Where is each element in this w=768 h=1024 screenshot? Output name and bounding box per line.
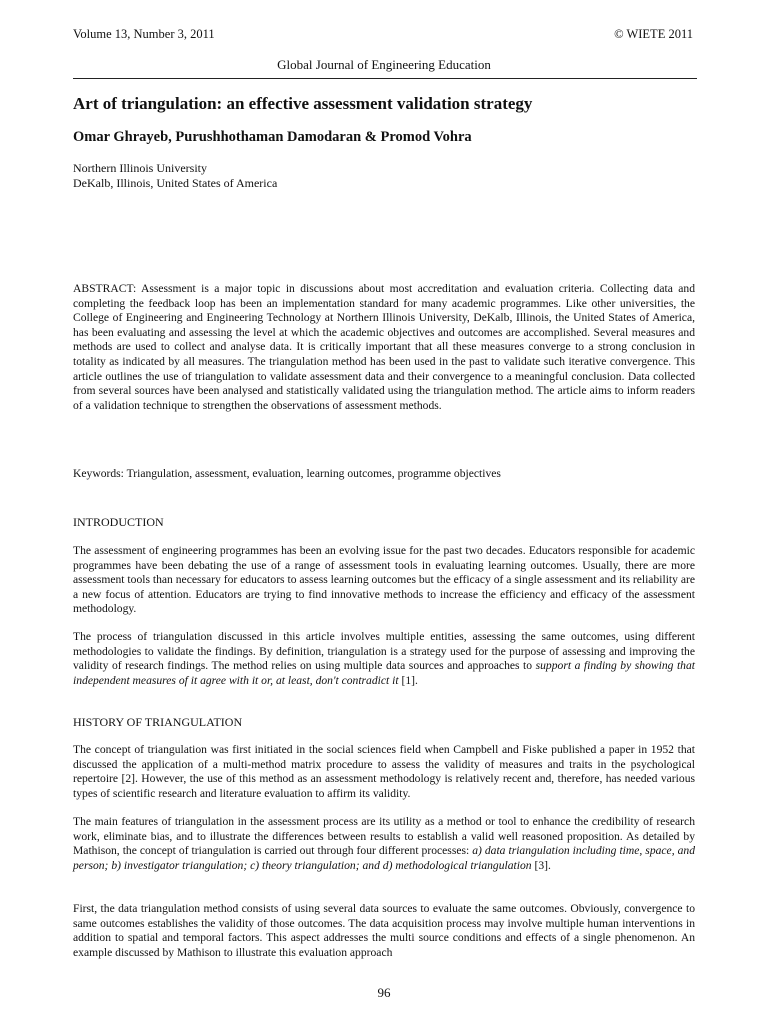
history-paragraph-2-list: a) data triangulation including time, space, and person; b) investigator triangulation; c) theory triangulation; and d) methodological triangulation	[73, 844, 695, 872]
section-heading-introduction: INTRODUCTION	[73, 515, 164, 529]
page-number: 96	[377, 985, 391, 1000]
volume-info: Volume 13, Number 3, 2011	[73, 27, 215, 41]
copyright-notice: © WIETE 2011	[614, 27, 693, 41]
keywords-line: Keywords: Triangulation, assessment, evaluation, learning outcomes, programme objectives	[73, 467, 501, 480]
history-paragraph-3: First, the data triangulation method consists of using several data sources to evaluate the same outcomes. Obviously, convergence to same outcomes establishes the validity of those outcomes. The data acquisition process may involve multiple human interventions in addition to spatial and temporal factors. This aspect addresses the multi source conditions and effects of a single phenomenon. An example discussed by Mathison to illustrate this evaluation approach	[73, 902, 695, 959]
intro-paragraph-2-quote: support a finding by showing that independent measures of it agree with it or, at least, don't contradict it	[73, 659, 695, 687]
affiliation-location: DeKalb, Illinois, United States of America	[73, 176, 278, 190]
article-authors: Omar Ghrayeb, Purushhothaman Damodaran & Promod Vohra	[73, 129, 472, 145]
history-paragraph-1: The concept of triangulation was first initiated in the social sciences field when Campbell and Fiske published a paper in 1952 that discussed the application of a multi-method matrix procedure to assess the validity of measures and traits in the psychological repertoire [2]. However, the use of this method as an assessment methodology is relatively recent and, therefore, has needed various types of scientific research and literature evaluation to affirm its validity.	[73, 743, 695, 800]
abstract-paragraph: ABSTRACT: Assessment is a major topic in discussions about most accreditation and evaluation criteria. Collecting data and completing the feedback loop has been an implementation standard for many academic programmes. Like other universities, the College of Engineering and Engineering Technology at Northern Illinois University, DeKalb, Illinois, the United States of America, has been evaluating and assessing the level at which the academic objectives and outcomes are accomplished. Several measures and methods are used to collect and analyse data. It is critically important that all these measures converge to a strong conclusion in totality as indicated by all measures. The triangulation method has been used in the past to validate such iterative convergence. This article outlines the use of triangulation to validate assessment data and their convergence to a meaningful conclusion. Data collected from several sources have been analysed and statistically validated using the triangulation method. The article aims to inform readers of a validation technique to strengthen the observations of assessment methods.	[73, 282, 695, 412]
intro-paragraph-1: The assessment of engineering programmes has been an evolving issue for the past two decades. Educators responsible for academic programmes have been debating the use of a range of assessment tools in evaluating learning outcomes. Usually, there are more assessment tools than necessary for educators to assess learning outcomes but the efficacy of a single assessment and its reliability are a new focus of attention. Educators are trying to find innovative methods to increase the efficiency and efficacy of the assessment methodology.	[73, 544, 695, 616]
intro-paragraph-2	[73, 630, 695, 688]
header-divider	[73, 78, 697, 79]
section-heading-history: HISTORY OF TRIANGULATION	[73, 715, 243, 729]
history-paragraph-2-end: [3].	[531, 858, 551, 872]
history-paragraph-2-start: The main features of triangulation in the assessment process are its utility as a method or tool to enhance the credibility of research work, eliminate bias, and to illustrate the differences between results to establish a valid well reasoned proposition. As detailed by Mathison, the concept of triangulation is carried out through four different processes:	[73, 815, 695, 858]
intro-paragraph-2-start: The process of triangulation discussed in this article involves multiple entities, assessing the same outcomes, using different methodologies to validate the findings. By definition, triangulation is a strategy used for the purpose of assessing and improving the validity of research findings. The method relies on using multiple data sources and approaches to	[73, 630, 695, 673]
affiliation-university: Northern Illinois University	[73, 161, 207, 175]
intro-paragraph-2-end: [1].	[398, 673, 418, 687]
history-paragraph-2	[73, 815, 695, 873]
article-title: Art of triangulation: an effective assessment validation strategy	[73, 94, 533, 113]
journal-name: Global Journal of Engineering Education	[277, 57, 491, 72]
